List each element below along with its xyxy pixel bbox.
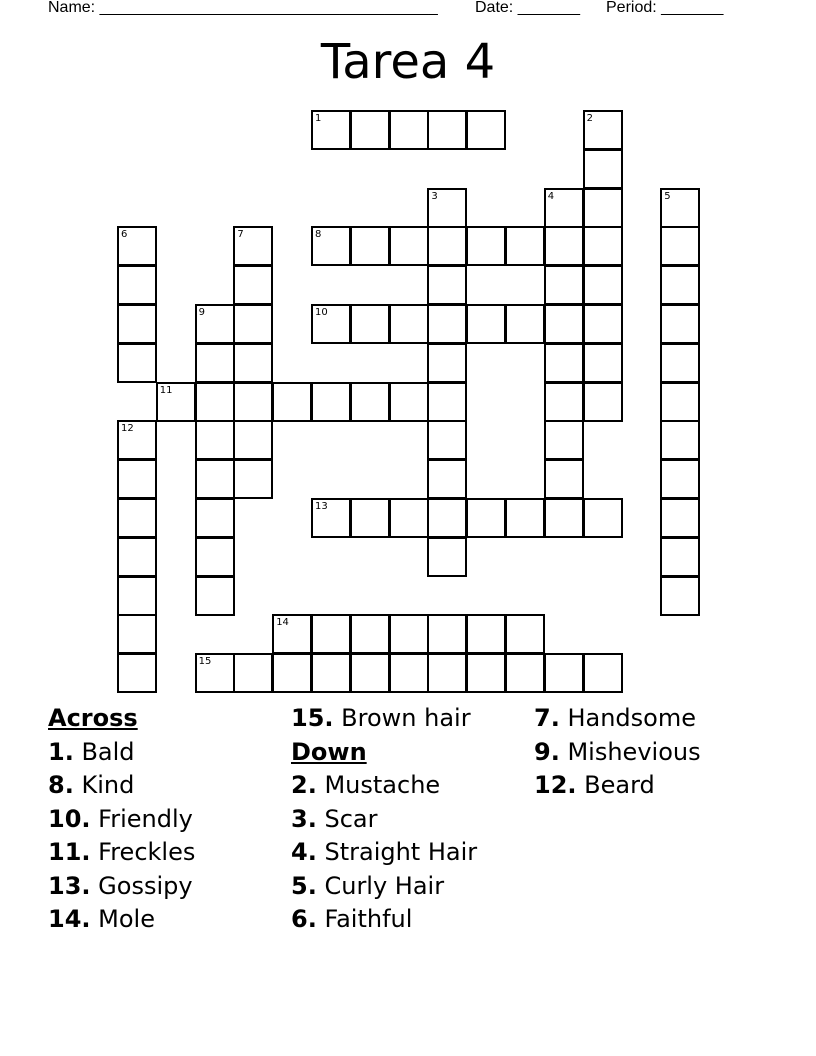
- clue-text: Mishevious: [567, 737, 701, 766]
- clue-number-label: 15: [198, 656, 212, 668]
- clue-item: [48, 736, 195, 770]
- crossword-cell[interactable]: [427, 382, 467, 422]
- crossword-cell[interactable]: [583, 382, 623, 422]
- crossword-cell[interactable]: [156, 382, 196, 422]
- period-field[interactable]: Period: _______: [606, 0, 724, 16]
- clue-text: Bald: [81, 737, 135, 766]
- clue-text: Freckles: [98, 838, 196, 866]
- crossword-cell[interactable]: [350, 498, 390, 538]
- clues-column-3: [534, 702, 701, 803]
- crossword-cell[interactable]: [195, 459, 235, 499]
- crossword-cell[interactable]: [389, 498, 429, 538]
- crossword-cell[interactable]: [117, 459, 157, 499]
- crossword-cell[interactable]: [466, 614, 506, 654]
- crossword-cell[interactable]: [427, 343, 467, 383]
- clue-item: [48, 769, 195, 803]
- crossword-cell[interactable]: [583, 653, 623, 693]
- crossword-cell[interactable]: [117, 576, 157, 616]
- crossword-cell[interactable]: [350, 653, 390, 693]
- crossword-cell[interactable]: [233, 653, 273, 693]
- crossword-cell[interactable]: [466, 304, 506, 344]
- clue-number: 1.: [48, 737, 74, 766]
- clue-number: 13.: [48, 871, 91, 900]
- crossword-cell[interactable]: [350, 304, 390, 344]
- clue-item: [291, 903, 477, 937]
- crossword-cell[interactable]: [427, 226, 467, 266]
- clue-number: 6.: [291, 905, 317, 933]
- clue-item: [291, 702, 477, 736]
- clue-item: [291, 836, 477, 870]
- crossword-cell[interactable]: [660, 188, 700, 228]
- clue-text: Friendly: [98, 804, 193, 833]
- clue-number: 11.: [48, 838, 91, 866]
- clue-number-label: 12: [121, 423, 134, 435]
- clue-number-label: 2: [586, 113, 593, 124]
- clue-text: Kind: [81, 771, 135, 799]
- crossword-cell[interactable]: [427, 420, 467, 460]
- crossword-cell[interactable]: [311, 226, 351, 266]
- crossword-cell[interactable]: [583, 110, 623, 150]
- clue-number-label: 10: [315, 307, 328, 318]
- clue-number: 7.: [534, 704, 560, 732]
- crossword-cell[interactable]: [195, 653, 235, 693]
- crossword-cell[interactable]: [117, 420, 157, 460]
- worksheet-title: Tarea 4: [320, 34, 496, 90]
- crossword-cell[interactable]: [389, 653, 429, 693]
- crossword-cell[interactable]: [544, 653, 584, 693]
- clue-item: [534, 736, 701, 770]
- crossword-cell[interactable]: [427, 110, 467, 150]
- crossword-cell[interactable]: [311, 614, 351, 654]
- crossword-cell[interactable]: [233, 382, 273, 422]
- crossword-cell[interactable]: [660, 265, 700, 305]
- clue-number-label: 4: [547, 190, 555, 202]
- crossword-cell[interactable]: [311, 498, 351, 538]
- crossword-cell[interactable]: [505, 304, 545, 344]
- clue-number: 4.: [291, 838, 317, 866]
- crossword-cell[interactable]: [350, 226, 390, 266]
- clue-text: Straight Hair: [324, 838, 478, 866]
- clue-number: 2.: [291, 771, 317, 799]
- clues-column-1: [48, 702, 195, 937]
- name-field[interactable]: Name: ______________________________________: [48, 0, 438, 16]
- crossword-cell[interactable]: [389, 226, 429, 266]
- crossword-cell[interactable]: [660, 420, 700, 460]
- crossword-cell[interactable]: [195, 498, 235, 538]
- crossword-cell[interactable]: [117, 343, 157, 383]
- crossword-cell[interactable]: [311, 110, 351, 150]
- crossword-cell[interactable]: [466, 226, 506, 266]
- crossword-cell[interactable]: [117, 226, 157, 266]
- clue-number: 9.: [534, 737, 560, 766]
- crossword-cell[interactable]: [195, 304, 235, 344]
- clues-column-2: [291, 702, 477, 937]
- clue-number-label: 6: [121, 229, 128, 241]
- crossword-cell[interactable]: [311, 304, 351, 344]
- clue-text: Beard: [584, 771, 655, 799]
- crossword-cell[interactable]: [583, 226, 623, 266]
- crossword-cell[interactable]: [272, 382, 312, 422]
- crossword-cell[interactable]: [544, 188, 584, 228]
- crossword-cell[interactable]: [117, 614, 157, 654]
- crossword-cell[interactable]: [233, 226, 273, 266]
- clue-text: Mustache: [324, 771, 441, 799]
- crossword-cell[interactable]: [117, 537, 157, 577]
- crossword-cell[interactable]: [583, 149, 623, 189]
- clue-number: 10.: [48, 804, 91, 833]
- clue-number-label: 9: [198, 307, 205, 318]
- clue-text: Scar: [324, 804, 378, 833]
- crossword-cell[interactable]: [583, 343, 623, 383]
- crossword-cell[interactable]: [505, 614, 545, 654]
- clue-number-label: 14: [276, 617, 289, 629]
- crossword-cell[interactable]: [660, 459, 700, 499]
- across-clue-list: [48, 736, 195, 937]
- crossword-cell[interactable]: [389, 304, 429, 344]
- crossword-cell[interactable]: [544, 343, 584, 383]
- crossword-cell[interactable]: [544, 226, 584, 266]
- crossword-cell[interactable]: [544, 498, 584, 538]
- clue-number-label: 7: [237, 229, 244, 241]
- clue-item: [48, 836, 195, 870]
- clue-text: Mole: [98, 905, 155, 933]
- clue-number: 14.: [48, 905, 91, 933]
- clue-number-label: 13: [315, 501, 328, 512]
- crossword-cell[interactable]: [311, 382, 351, 422]
- crossword-cell[interactable]: [427, 498, 467, 538]
- clue-number: 8.: [48, 771, 74, 799]
- clue-number-label: 8: [315, 229, 322, 241]
- crossword-cell[interactable]: [272, 653, 312, 693]
- crossword-cell[interactable]: [311, 653, 351, 693]
- crossword-cell[interactable]: [233, 265, 273, 305]
- crossword-cell[interactable]: [544, 304, 584, 344]
- crossword-cell[interactable]: [583, 304, 623, 344]
- crossword-cell[interactable]: [544, 265, 584, 305]
- crossword-cell[interactable]: [544, 382, 584, 422]
- clue-number: 12.: [534, 771, 577, 799]
- crossword-cell[interactable]: [505, 226, 545, 266]
- clue-number-label: 3: [431, 190, 438, 202]
- crossword-cell[interactable]: [195, 382, 235, 422]
- crossword-cell[interactable]: [195, 576, 235, 616]
- clue-item: [534, 702, 701, 736]
- crossword-cell[interactable]: [660, 382, 700, 422]
- crossword-cell[interactable]: [660, 537, 700, 577]
- crossword-cell[interactable]: [583, 265, 623, 305]
- clue-item: [534, 769, 701, 803]
- clue-item: [291, 803, 477, 837]
- crossword-cell[interactable]: [583, 498, 623, 538]
- down-heading: Down: [291, 737, 367, 766]
- crossword-cell[interactable]: [427, 188, 467, 228]
- clue-item: [48, 803, 195, 837]
- crossword-cell[interactable]: [544, 420, 584, 460]
- crossword-cell[interactable]: [389, 614, 429, 654]
- clue-item: [48, 870, 195, 904]
- crossword-cell[interactable]: [427, 614, 467, 654]
- crossword-cell[interactable]: [544, 459, 584, 499]
- clue-number-label: 11: [159, 384, 173, 396]
- across-heading: Across: [48, 704, 138, 732]
- crossword-cell[interactable]: [660, 498, 700, 538]
- crossword-cell[interactable]: [233, 343, 273, 383]
- clue-text: Handsome: [567, 704, 696, 732]
- crossword-cell[interactable]: [583, 188, 623, 228]
- crossword-cell[interactable]: [660, 226, 700, 266]
- clue-item: [48, 903, 195, 937]
- crossword-cell[interactable]: [660, 304, 700, 344]
- clue-item: [291, 769, 477, 803]
- crossword-cell[interactable]: [389, 110, 429, 150]
- clue-text: Brown hair: [341, 704, 471, 732]
- crossword-cell[interactable]: [505, 498, 545, 538]
- crossword-cell[interactable]: [466, 110, 506, 150]
- clue-number: 5.: [291, 871, 317, 900]
- crossword-cell[interactable]: [117, 265, 157, 305]
- crossword-cell[interactable]: [233, 304, 273, 344]
- crossword-cell[interactable]: [350, 110, 390, 150]
- crossword-cell[interactable]: [117, 498, 157, 538]
- crossword-cell[interactable]: [505, 653, 545, 693]
- clue-item: [291, 870, 477, 904]
- clue-number-label: 1: [315, 113, 322, 124]
- crossword-cell[interactable]: [427, 265, 467, 305]
- crossword-cell[interactable]: [272, 614, 312, 654]
- clue-text: Gossipy: [98, 871, 193, 900]
- crossword-cell[interactable]: [660, 576, 700, 616]
- crossword-cell[interactable]: [427, 304, 467, 344]
- crossword-cell[interactable]: [195, 420, 235, 460]
- crossword-cell[interactable]: [389, 382, 429, 422]
- clue-text: Faithful: [324, 905, 413, 933]
- clue-number: 3.: [291, 804, 317, 833]
- crossword-cell[interactable]: [660, 343, 700, 383]
- crossword-cell[interactable]: [427, 459, 467, 499]
- crossword-cell[interactable]: [195, 537, 235, 577]
- crossword-cell[interactable]: [233, 459, 273, 499]
- crossword-cell[interactable]: [117, 304, 157, 344]
- crossword-cell[interactable]: [427, 537, 467, 577]
- clue-text: Curly Hair: [324, 871, 445, 900]
- crossword-cell[interactable]: [350, 614, 390, 654]
- down-clue-list: [291, 769, 477, 937]
- crossword-cell[interactable]: [350, 382, 390, 422]
- clue-number: 15.: [291, 704, 334, 732]
- crossword-cell[interactable]: [466, 653, 506, 693]
- clue-number-label: 5: [664, 190, 671, 202]
- crossword-cell[interactable]: [195, 343, 235, 383]
- crossword-cell[interactable]: [427, 653, 467, 693]
- crossword-cell[interactable]: [466, 498, 506, 538]
- date-field[interactable]: Date: _______: [475, 0, 580, 16]
- crossword-cell[interactable]: [117, 653, 157, 693]
- crossword-cell[interactable]: [233, 420, 273, 460]
